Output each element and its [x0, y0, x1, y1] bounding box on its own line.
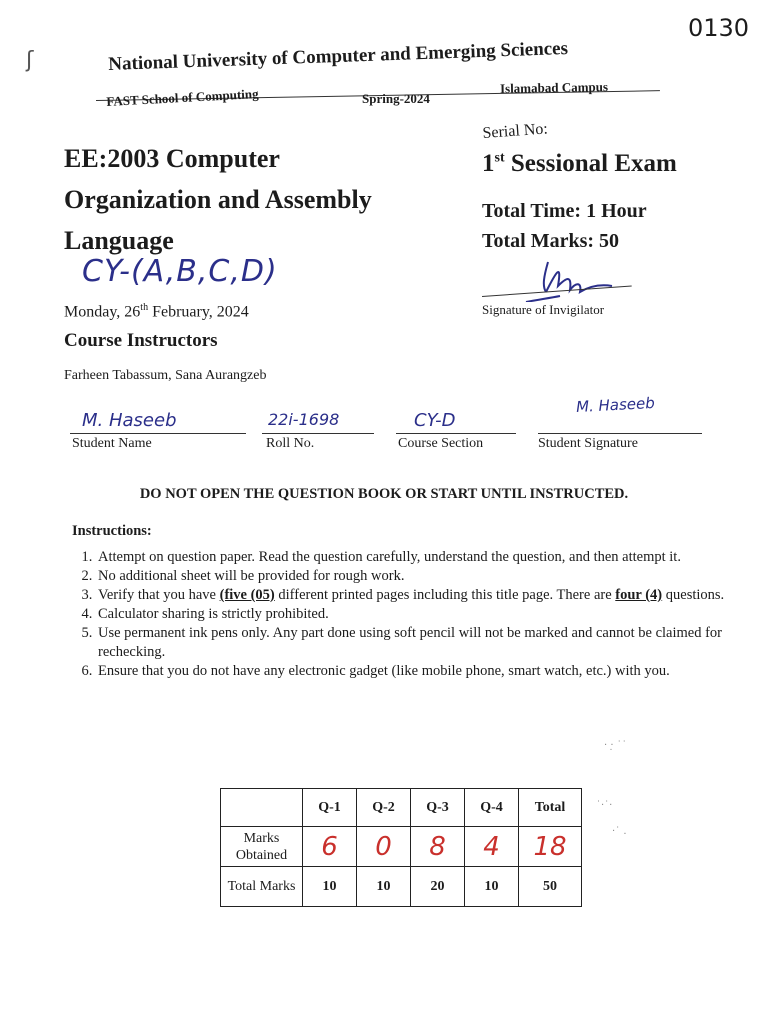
course-section-line [396, 433, 516, 434]
total-all: 50 [519, 867, 582, 907]
total-q4: 10 [465, 867, 519, 907]
instructions-list [72, 548, 756, 681]
pencil-tick-mark: ʃ [26, 48, 34, 73]
invigilator-label: Signature of Invigilator [482, 302, 605, 317]
instruction-3-mid: different printed pages including this title page. There are [274, 587, 616, 603]
roll-number-line [262, 433, 374, 434]
exam-date [64, 302, 249, 321]
score-value: 6 [321, 831, 338, 862]
total-q3: 20 [411, 867, 465, 907]
header-q2: Q-2 [357, 789, 411, 827]
instruction-item: 4. Calculator sharing is strictly prohibited. [96, 605, 756, 624]
exam-meta [482, 196, 647, 256]
student-signature-label: Student Signature [538, 436, 638, 451]
page-number: 0130 [688, 14, 750, 42]
handwritten-sections: CY-(A,B,C,D) [82, 254, 278, 289]
roll-number-value: 22i-1698 [268, 410, 340, 429]
student-name-value: M. Haseeb [82, 410, 177, 431]
student-signature-value: M. Haseeb [575, 393, 656, 417]
marks-header-row [221, 789, 582, 827]
instruction-3-pages: (five (05) [219, 587, 275, 603]
marks-obtained-row [221, 827, 582, 867]
total-q2: 10 [357, 867, 411, 907]
exam-number: 1 [482, 150, 495, 177]
header-q3: Q-3 [411, 789, 465, 827]
score-q2 [357, 827, 411, 867]
course-title-line3: Language [64, 226, 174, 255]
course-instructors-title: Course Instructors [64, 330, 218, 351]
instruction-item: 6. Ensure that you do not have any electronic gadget (like mobile phone, smart watch, etc.) with you. [96, 662, 756, 681]
marks-obtained-label: Marks Obtained [221, 827, 303, 867]
score-value: 4 [483, 831, 500, 862]
term: Spring-2024 [362, 91, 430, 106]
score-q1 [303, 827, 357, 867]
total-q1: 10 [303, 867, 357, 907]
roll-number-label: Roll No. [266, 436, 315, 451]
serial-number-label: Serial No: [482, 120, 549, 142]
student-info-row [64, 393, 768, 454]
exam-number-suffix: st [494, 150, 505, 166]
score-value: 0 [375, 831, 392, 862]
scan-speck: · ·̣ ˙˙ [604, 740, 627, 751]
course-title-line1: EE:2003 Computer [64, 144, 280, 173]
total-time: Total Time: 1 Hour [482, 200, 647, 222]
instruction-3-questions: four (4) [615, 587, 663, 603]
course-section-label: Course Section [398, 436, 484, 451]
header-total: Total [519, 789, 582, 827]
start-warning: DO NOT OPEN THE QUESTION BOOK OR START UNTIL INSTRUCTED. [139, 486, 629, 502]
scan-speck: ·˙ . [612, 826, 627, 837]
instruction-3-end: questions. [662, 587, 725, 603]
total-marks-row [221, 867, 582, 907]
score-total [519, 827, 582, 867]
instruction-item [96, 586, 756, 605]
date-prefix: Monday, 26 [64, 303, 141, 321]
score-q3 [411, 827, 465, 867]
course-title [64, 138, 444, 261]
score-value: 8 [429, 831, 446, 862]
instruction-item: 2. No additional sheet will be provided for rough work. [96, 567, 756, 586]
student-name-line [70, 433, 246, 434]
student-signature-line [538, 433, 702, 434]
course-section-value: CY-D [414, 410, 456, 431]
score-value: 18 [533, 831, 567, 862]
total-marks: Total Marks: 50 [482, 230, 620, 252]
invigilator-signature [520, 252, 630, 302]
university-name: National University of Computer and Emerging Sciences [108, 37, 569, 75]
instruction-item: 5. Use permanent ink pens only. Any part done using soft pencil will not be marked and cannot be claimed for rechecking. [96, 624, 756, 662]
total-marks-label: Total Marks [221, 867, 303, 907]
date-suffix-sup: th [140, 302, 149, 313]
instruction-3-start: Verify that you have [98, 587, 216, 603]
marks-table [220, 788, 582, 907]
instruction-item: 1. Attempt on question paper. Read the question carefully, understand the question, and then attempt it. [96, 548, 756, 567]
course-instructors-names: Farheen Tabassum, Sana Aurangzeb [64, 368, 267, 383]
header-q1: Q-1 [303, 789, 357, 827]
school-name: FAST School of Computing [106, 86, 259, 109]
course-title-line2: Organization and Assembly [64, 185, 372, 214]
campus: Islamabad Campus [499, 79, 609, 96]
exam-name: Sessional Exam [510, 150, 677, 177]
scan-speck: ˙·˙· [596, 800, 613, 811]
marks-corner-cell [221, 789, 303, 827]
instructions-heading: Instructions: [72, 523, 152, 539]
date-suffix: February, 2024 [148, 303, 249, 321]
score-q4 [465, 827, 519, 867]
student-name-label: Student Name [72, 436, 152, 451]
exam-title [482, 150, 677, 178]
header-q4: Q-4 [465, 789, 519, 827]
